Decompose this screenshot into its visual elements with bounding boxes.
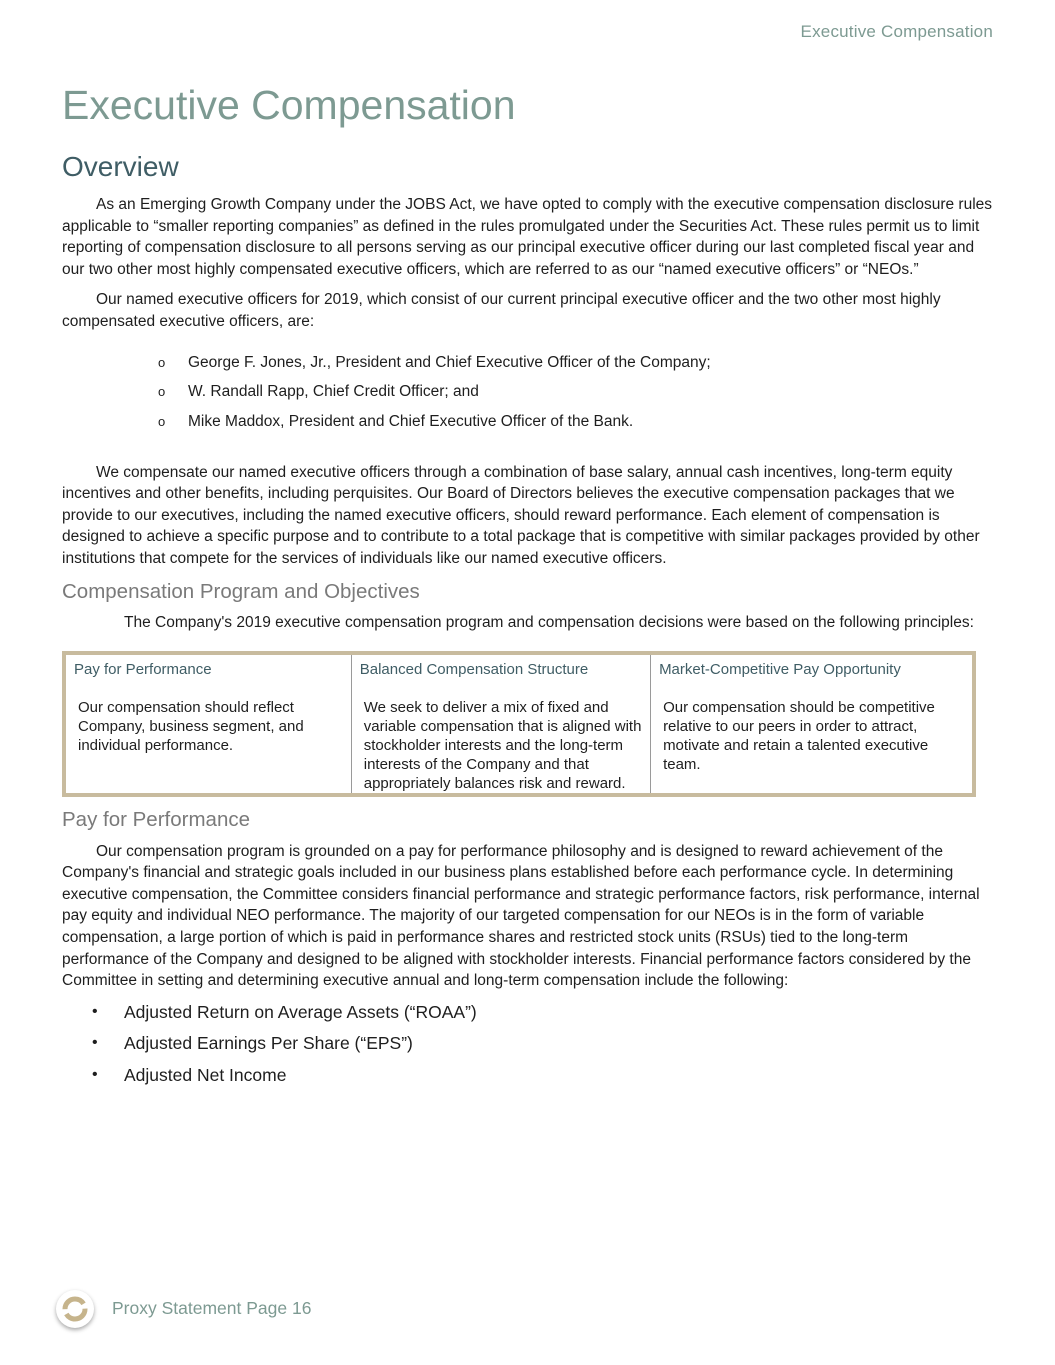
list-item (158, 353, 992, 373)
circle-bullet-icon: o (158, 354, 166, 370)
pay-for-performance-paragraph: Our compensation program is grounded on a pay for performance philosophy and is designed to reward achievement of the Company's financial and strategic goals included in our business plans established before each performance cycle. In determining executive compensation, the Committee considers financial performance and strategic performance factors, risk performance, internal pay equity and individual NEO performance. The majority of our targeted compensation for our NEOs is in the form of variable compensation, a large portion of which is paid in performance shares and restricted stock units (RSUs) tied to the long-term performance of the Company and designed to be aligned with stockholder interests. Financial performance factors considered by the Committee in setting and determining executive annual and long-term compensation include the following: (62, 842, 980, 990)
principle-title: Balanced Compensation Structure (351, 653, 650, 698)
principle-text: We seek to deliver a mix of fixed and variable compensation that is aligned with stockholder interests and the long-term interests of the Company and that appropriately balances risk and reward. (351, 698, 650, 795)
principle-text: Our compensation should reflect Company, business segment, and individual performance. (78, 698, 304, 754)
principle-text: Our compensation should be competitive relative to our peers in order to attract, motivate and retain a talented executive team. (651, 698, 974, 795)
pay-for-performance-heading: Pay for Performance (62, 807, 250, 831)
overview-paragraph-1: As an Emerging Growth Company under the JOBS Act, we have opted to comply with the executive compensation disclosure rules applicable to “smaller reporting companies” as defined in the rules promulgated under the Securities Act. These rules permit us to limit reporting of compensation disclosure to all persons serving as our principal executive officer during our last completed fiscal year and our two other most highly compensated executive officers, which are referred to as our “named executive officers” or “NEOs.” (62, 196, 993, 278)
program-heading: Compensation Program and Objectives (62, 579, 420, 603)
bullet-icon: • (92, 1065, 98, 1083)
principle-title: Pay for Performance (74, 660, 212, 678)
bullet-icon: • (92, 1034, 98, 1052)
bullet-icon: • (92, 1002, 98, 1020)
overview-paragraph-2: Our named executive officers for 2019, which consist of our current principal executive officer and the two other most highly compensated executive officers, are: (62, 291, 941, 330)
company-logo-icon (56, 1290, 94, 1328)
neo-name: Mike Maddox, President and Chief Executive Officer of the Bank. (188, 412, 634, 430)
running-header: Executive Compensation (800, 22, 993, 41)
table-header-row (64, 653, 974, 698)
circle-bullet-icon: o (158, 384, 166, 400)
factor-label: Adjusted Return on Average Assets (“ROAA”) (124, 1001, 477, 1022)
principle-title: Market-Competitive Pay Opportunity (651, 653, 974, 698)
factor-label: Adjusted Earnings Per Share (“EPS”) (124, 1033, 413, 1054)
list-item (158, 382, 992, 402)
neo-name: George F. Jones, Jr., President and Chief Executive Officer of the Company; (188, 353, 711, 371)
circle-bullet-icon: o (158, 413, 166, 429)
overview-paragraph-3: We compensate our named executive officers through a combination of base salary, annual cash incentives, long-term equity incentives and other benefits, including perquisites. Our Board of Directors believes the executive compensation packages that we provide to our executives, including the named executive officers, should reward performance. Each element of compensation is designed to achieve a specific purpose and to contribute to a total package that is competitive with similar packages provided by other institutions that compete for the services of individuals like our named executive officers. (62, 463, 980, 567)
page-title: Executive Compensation (62, 82, 516, 128)
performance-factors-list (62, 1001, 992, 1086)
program-intro: The Company's 2019 executive compensation program and compensation decisions were based on the following principles: (124, 613, 974, 631)
factor-label: Adjusted Net Income (124, 1064, 287, 1085)
list-item (92, 1064, 992, 1086)
page-content (62, 80, 992, 1095)
principles-table (62, 651, 976, 797)
neo-list (62, 353, 992, 432)
footer-page-label: Proxy Statement Page 16 (112, 1298, 312, 1318)
list-item (92, 1001, 992, 1023)
neo-name: W. Randall Rapp, Chief Credit Officer; and (188, 383, 479, 401)
list-item (92, 1032, 992, 1054)
table-row (64, 698, 974, 795)
overview-heading: Overview (62, 151, 179, 182)
list-item (158, 412, 992, 432)
